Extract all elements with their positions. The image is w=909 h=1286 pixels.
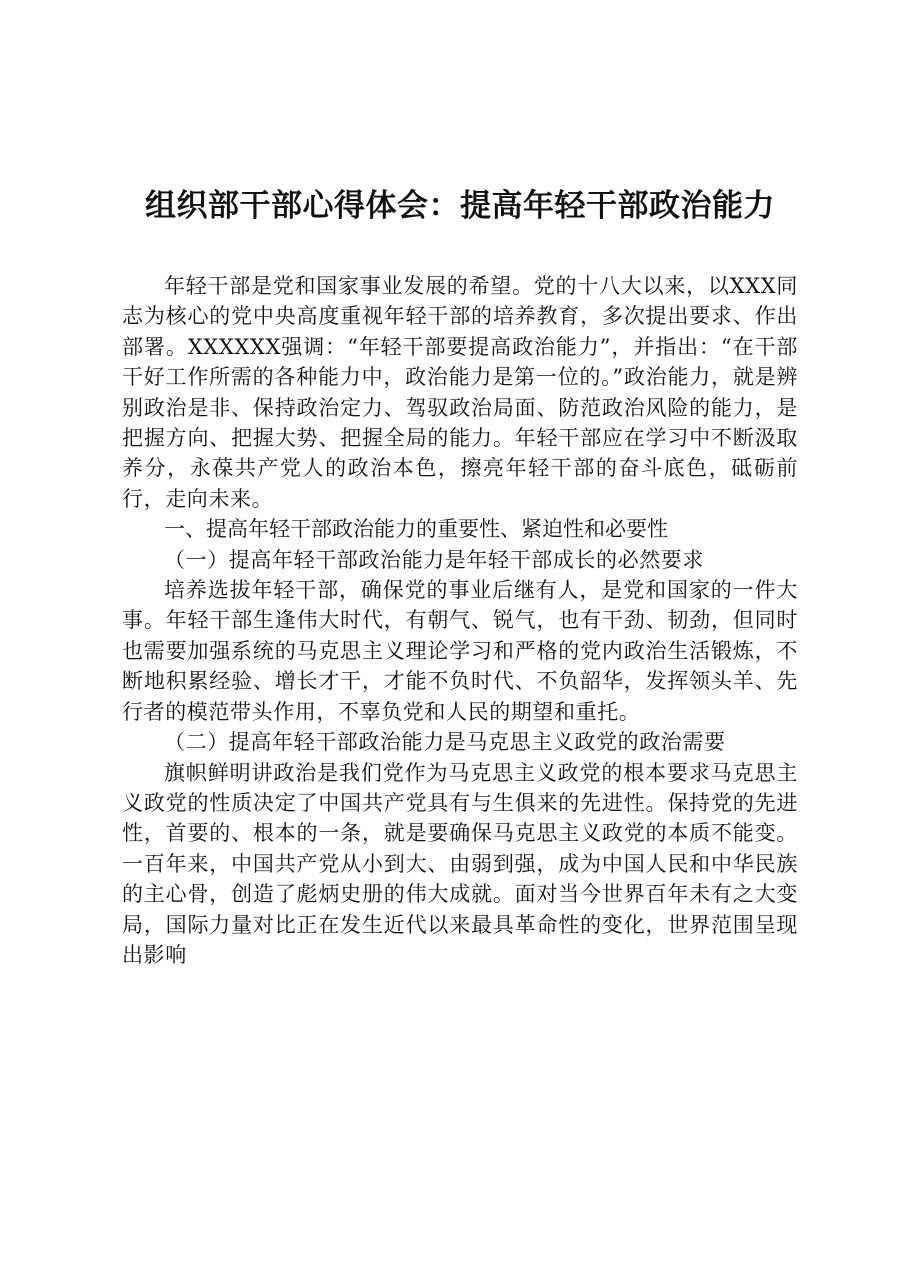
subsection-1-paragraph: 培养选拔年轻干部，确保党的事业后继有人，是党和国家的一件大事。年轻干部生逢伟大时代，有朝气、锐气，也有干劲、韧劲，但同时也需要加强系统的马克思主义理论学习和严格的党内政治生活锻炼，不断地积累经验、增长才干，才能不负时代、不负韶华，发挥领头羊、先行者的模范带头作用，不辜负党和人民的期望和重托。 (122, 578, 798, 724)
subsection-1-heading: （一）提高年轻干部政治能力是年轻干部成长的必然要求 (164, 547, 704, 572)
document-page (122, 188, 798, 970)
subsection-2-heading: （二）提高年轻干部政治能力是马克思主义政党的政治需要 (164, 730, 726, 755)
section-1-heading: 一、提高年轻干部政治能力的重要性、紧迫性和必要性 (164, 517, 668, 542)
subsection-2-paragraph: 旗帜鲜明讲政治是我们党作为马克思主义政党的根本要求马克思主义政党的性质决定了中国共产党具有与生俱来的先进性。保持党的先进性，首要的、根本的一条，就是要确保马克思主义政党的本质不能变。一百年来，中国共产党从小到大、由弱到强，成为中国人民和中华民族的主心骨，创造了彪炳史册的伟大成就。面对当今世界百年未有之大变局，国际力量对比正在发生近代以来最具革命性的变化，世界范围呈现出影响 (122, 760, 798, 967)
intro-paragraph: 年轻干部是党和国家事业发展的希望。党的十八大以来，以XXX同志为核心的党中央高度重视年轻干部的培养教育，多次提出要求、作出部署。XXXXXX强调：“年轻干部要提高政治能力”，并指出：“在干部干好工作所需的各种能力中，政治能力是第一位的。”政治能力，就是辨别政治是非、保持政治定力、驾驭政治局面、防范政治风险的能力，是把握方向、把握大势、把握全局的能力。年轻干部应在学习中不断汲取养分，永葆共产党人的政治本色，擦亮年轻干部的奋斗底色，砥砺前行，走向未来。 (122, 274, 798, 511)
document-title: 组织部干部心得体会：提高年轻干部政治能力 (145, 188, 775, 224)
document-body (122, 271, 798, 970)
